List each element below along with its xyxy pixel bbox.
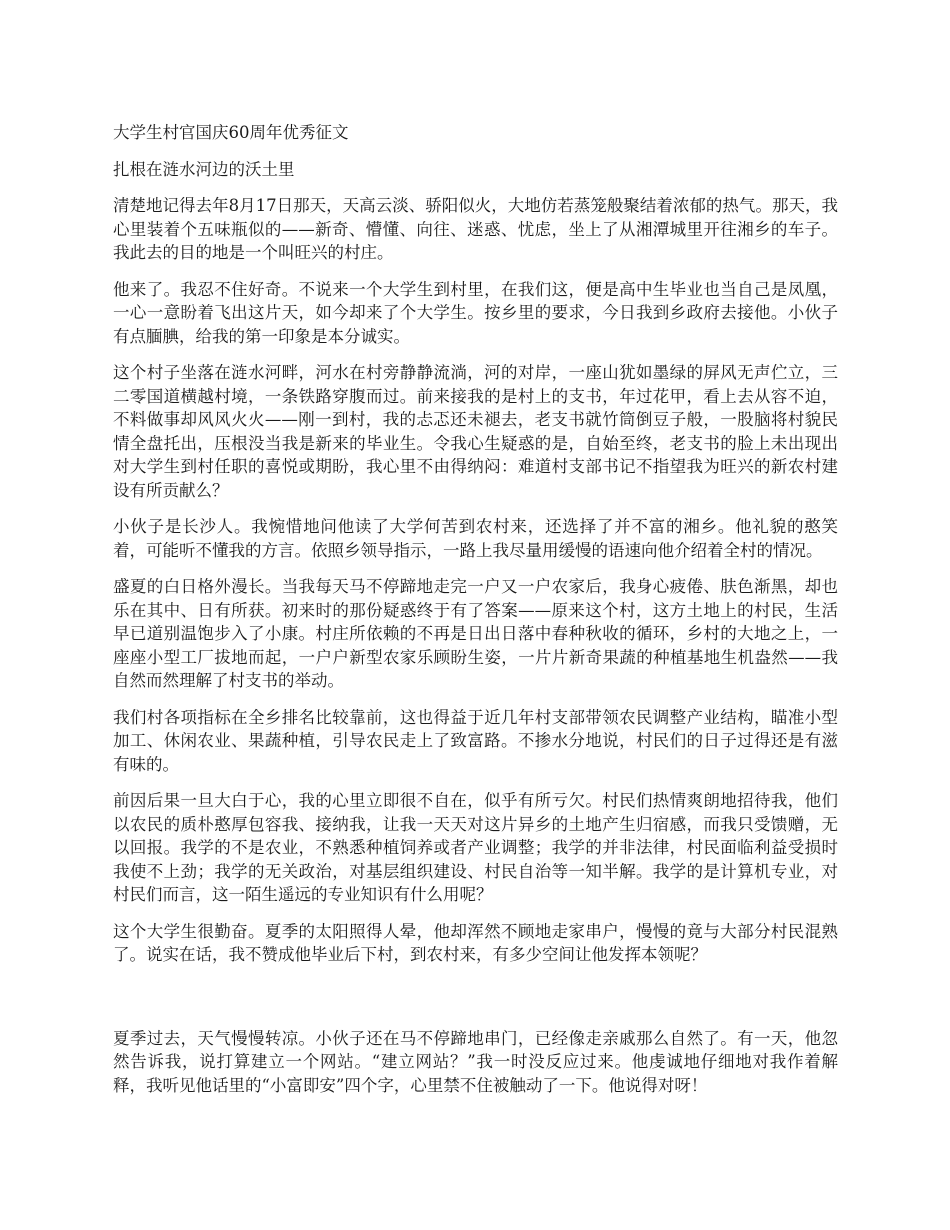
paragraph: 清楚地记得去年8月17日那天，天高云淡、骄阳似火，大地仿若蒸笼般聚结着浓郁的热气。那天，我心里装着个五味瓶似的——新奇、懵懂、向往、迷惑、忧虑，坐上了从湘潭城里开往湘乡的车子。我此去的目的地是一个叫旺兴的村庄。 (113, 196, 838, 262)
paragraph: 夏季过去，天气慢慢转凉。小伙子还在马不停蹄地串门，已经像走亲戚那么自然了。有一天，他忽然告诉我，说打算建立一个网站。“建立网站？”我一时没反应过来。他虔诚地仔细地对我作着解释，我听见他话里的“小富即安”四个字，心里禁不住被触动了一下。他说得对呀！ (113, 1028, 838, 1095)
paragraph: 我们村各项指标在全乡排名比较靠前，这也得益于近几年村支部带领农民调整产业结构，瞄准小型加工、休闲农业、果蔬种植，引导农民走上了致富路。不掺水分地说，村民们的日子过得还是有滋有味的。 (113, 707, 838, 774)
paragraph: 小伙子是长沙人。我惋惜地问他读了大学何苦到农村来，还选择了并不富的湘乡。他礼貌的憨笑着，可能听不懂我的方言。依照乡领导指示，一路上我尽量用缓慢的语速向他介绍着全村的情况。 (113, 517, 838, 560)
paragraph: 这个大学生很勤奋。夏季的太阳照得人晕，他却浑然不顾地走家串户，慢慢的竟与大部分村民混熟了。说实在话，我不赞成他毕业后下村，到农村来，有多少空间让他发挥本领呢？ (113, 921, 838, 964)
document-subtitle: 扎根在涟水河边的沃土里 (113, 159, 295, 179)
paragraph: 前因后果一旦大白于心，我的心里立即很不自在，似乎有所亏欠。村民们热情爽朗地招待我，他们以农民的质朴憨厚包容我、接纳我，让我一天天对这片异乡的土地产生归宿感，而我只受馈赠，无以回报。我学的不是农业，不熟悉种植饲养或者产业调整；我学的并非法律，村民面临利益受损时我使不上劲；我学的无关政治，对基层组织建设、村民自治等一知半解。我学的是计算机专业，对村民们而言，这一陌生遥远的专业知识有什么用呢？ (113, 791, 838, 904)
paragraph: 这个村子坐落在涟水河畔，河水在村旁静静流淌，河的对岸，一座山犹如墨绿的屏风无声伫立，三二零国道横越村境，一条铁路穿腹而过。前来接我的是村上的支书，年过花甲，看上去从容不迫，不料做事却风风火火——刚一到村，我的忐忑还未褪去，老支书就竹筒倒豆子般，一股脑将村貌民情全盘托出，压根没当我是新来的毕业生。令我心生疑惑的是，自始至终，老支书的脸上未出现出对大学生到村任职的喜悦或期盼，我心里不由得纳闷：难道村支部书记不指望我为旺兴的新农村建设有所贡献么？ (113, 363, 838, 500)
paragraph: 他来了。我忍不住好奇。不说来一个大学生到村里，在我们这，便是高中生毕业也当自己是凤凰，一心一意盼着飞出这片天，如今却来了个大学生。按乡里的要求，今日我到乡政府去接他。小伙子有点腼腆，给我的第一印象是本分诚实。 (113, 279, 838, 346)
document-title: 大学生村官国庆60周年优秀征文 (113, 123, 349, 142)
document-page (113, 121, 838, 1110)
paragraph: 盛夏的白日格外漫长。当我每天马不停蹄地走完一户又一户农家后，我身心疲倦、肤色渐黑，却也乐在其中、日有所获。初来时的那份疑惑终于有了答案——原来这个村，这方土地上的村民，生活早已道别温饱步入了小康。村庄所依赖的不再是日出日落中春种秋收的循环，乡村的大地之上，一座座小型工厂拔地而起，一户户新型农家乐顾盼生姿，一片片新奇果蔬的种植基地生机盎然——我自然而然理解了村支书的举动。 (113, 577, 838, 690)
